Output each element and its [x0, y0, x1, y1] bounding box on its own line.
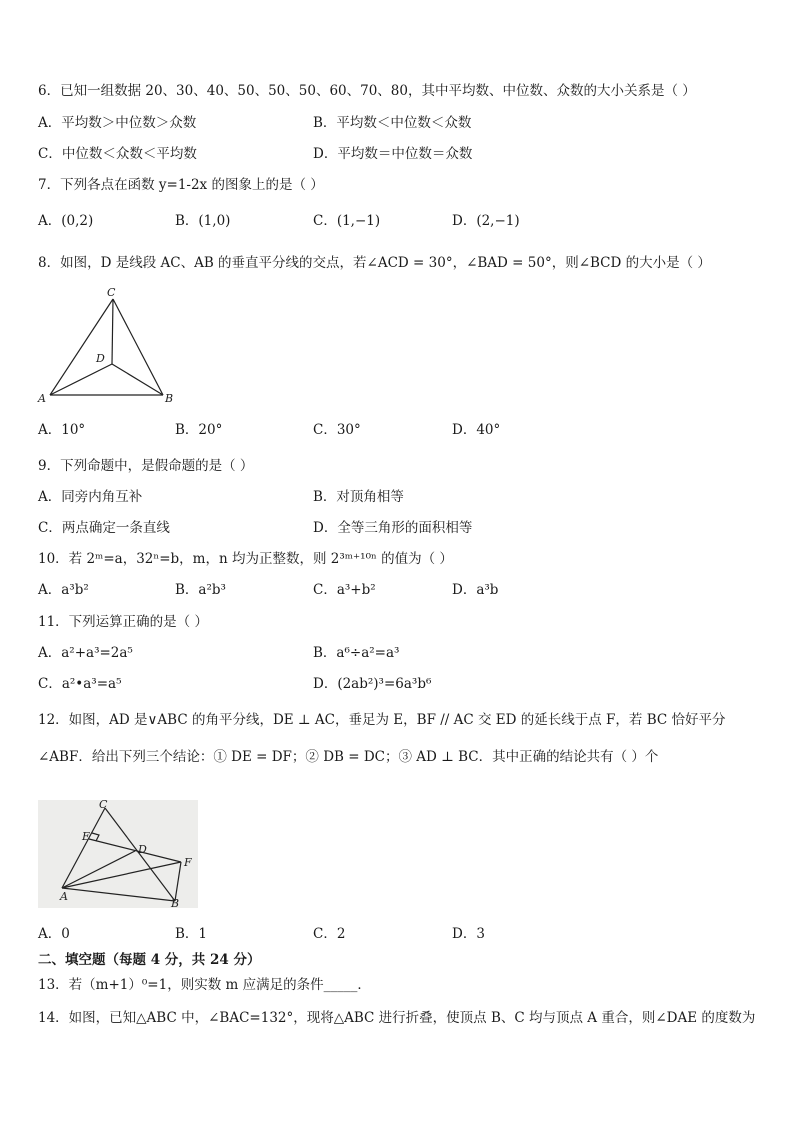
q10-option-a: A．a³b² — [38, 582, 89, 598]
q10-option-b: B．a²b³ — [175, 582, 226, 598]
q12-option-c: C．2 — [313, 926, 346, 942]
q12-option-b: B．1 — [175, 926, 208, 942]
q12-stem-line2: ∠ABF．给出下列三个结论：① DE = DF；② DB = DC；③ AD ⊥ BC．其中正确的结论共有（ ）个 — [38, 749, 659, 765]
q6-option-b: B．平均数＜中位数＜众数 — [313, 115, 472, 131]
q7-option-a: A．(0,2) — [38, 213, 94, 229]
q12-label-e: E — [82, 830, 91, 843]
q8-stem: 8．如图，D 是线段 AC、AB 的垂直平分线的交点，若∠ACD = 30°，∠BAD = 50°，则∠BCD 的大小是（ ） — [38, 255, 711, 271]
q8-option-a: A．10° — [38, 422, 86, 438]
q9-option-d: D．全等三角形的面积相等 — [313, 520, 473, 536]
q6-option-a: A．平均数＞中位数＞众数 — [38, 115, 197, 131]
q8-label-c: C — [107, 286, 116, 299]
q8-triangle-figure — [34, 284, 184, 408]
q12-label-f: F — [184, 856, 192, 869]
q12-label-b: B — [171, 897, 180, 908]
q12-triangle-figure — [38, 800, 198, 908]
q7-stem: 7．下列各点在函数 y=1-2x 的图象上的是（ ） — [38, 177, 324, 193]
q8-option-d: D．40° — [452, 422, 501, 438]
q8-label-a: A — [38, 392, 46, 405]
q11-option-c: C．a²•a³=a⁵ — [38, 676, 122, 692]
q14-stem: 14．如图，已知△ABC 中，∠BAC=132°，现将△ABC 进行折叠，使顶点 B、C 均与顶点 A 重合，则∠DAE 的度数为 — [38, 1010, 756, 1026]
q6-stem: 6．已知一组数据 20、30、40、50、50、50、60、70、80，其中平均数、中位数、众数的大小关系是（ ） — [38, 83, 696, 99]
q11-option-d: D．(2ab²)³=6a³b⁶ — [313, 676, 432, 692]
q7-option-c: C．(1,−1) — [313, 213, 381, 229]
q11-stem: 11．下列运算正确的是（ ） — [38, 614, 208, 630]
q9-option-a: A．同旁内角互补 — [38, 489, 143, 505]
q9-stem: 9．下列命题中，是假命题的是（ ） — [38, 458, 254, 474]
q7-option-b: B．(1,0) — [175, 213, 231, 229]
q12-label-c: C — [99, 800, 108, 811]
q12-figure-photo — [38, 800, 198, 908]
q7-option-d: D．(2,−1) — [452, 213, 520, 229]
q12-stem-line1: 12．如图，AD 是∨ABC 的角平分线，DE ⊥ AC，垂足为 E，BF // AC 交 ED 的延长线于点 F，若 BC 恰好平分 — [38, 712, 726, 728]
q12-option-d: D．3 — [452, 926, 485, 942]
q6-option-d: D．平均数＝中位数＝众数 — [313, 146, 473, 162]
q11-option-b: B．a⁶÷a²=a³ — [313, 645, 400, 661]
q10-option-d: D．a³b — [452, 582, 499, 598]
q8-label-d: D — [96, 352, 105, 365]
q9-option-b: B．对顶角相等 — [313, 489, 404, 505]
q12-label-d: D — [138, 843, 147, 856]
q8-option-c: C．30° — [313, 422, 361, 438]
q6-option-c: C．中位数＜众数＜平均数 — [38, 146, 197, 162]
q8-label-b: B — [165, 392, 174, 405]
q8-option-b: B．20° — [175, 422, 223, 438]
q9-option-c: C．两点确定一条直线 — [38, 520, 170, 536]
q13-stem: 13．若（m+1）⁰=1，则实数 m 应满足的条件_____． — [38, 977, 371, 993]
q12-option-a: A．0 — [38, 926, 70, 942]
q10-stem: 10．若 2ᵐ=a，32ⁿ=b，m，n 均为正整数，则 2³ᵐ⁺¹⁰ⁿ 的值为（ ） — [38, 551, 453, 567]
q10-option-c: C．a³+b² — [313, 582, 376, 598]
q12-label-a: A — [60, 890, 68, 903]
section-title-fill-in: 二、填空题（每题 4 分，共 24 分） — [38, 952, 261, 968]
q11-option-a: A．a²+a³=2a⁵ — [38, 645, 133, 661]
